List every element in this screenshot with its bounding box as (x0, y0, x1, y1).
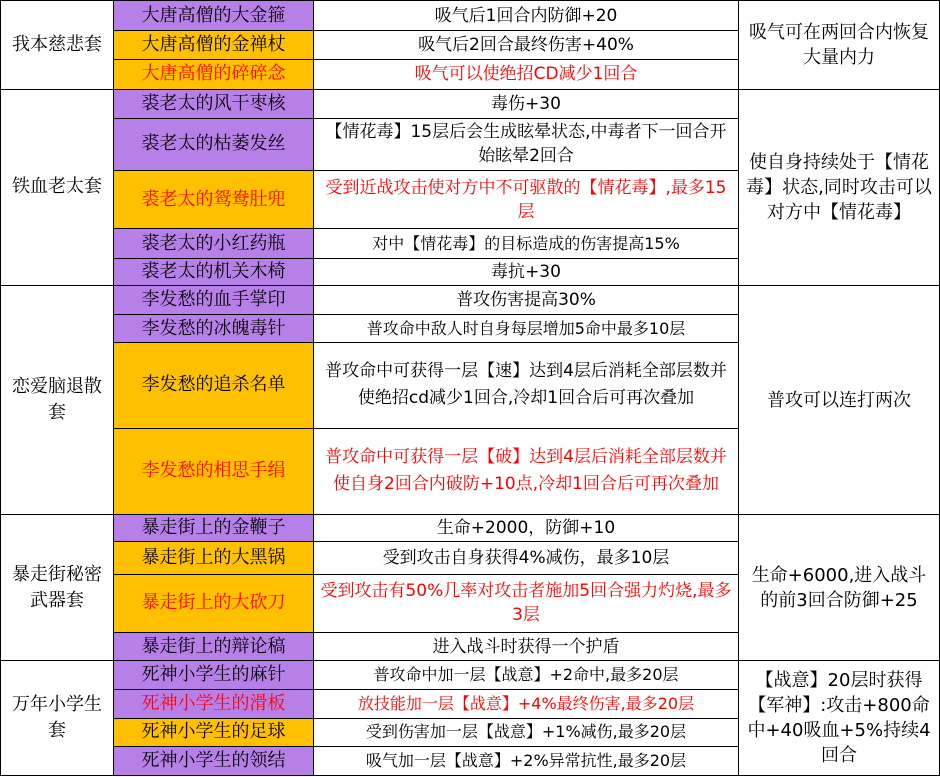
item-effect: 毒抗+30 (314, 258, 739, 285)
item-name: 裘老太的鸳鸯肚兜 (114, 171, 314, 229)
item-name: 暴走街上的大黑锅 (114, 542, 314, 574)
item-name: 暴走街上的辩论稿 (114, 633, 314, 661)
set-bonus: 吸气可在两回合内恢复大量内力 (739, 1, 940, 90)
item-effect: 普攻命中敌人时自身每层增加5命中最多10层 (314, 315, 739, 343)
item-effect: 受到攻击自身获得4%减伤，最多10层 (314, 542, 739, 574)
set-bonus: 使自身持续处于【情花毒】状态,同时攻击可以对方中【情花毒】 (739, 89, 940, 285)
item-name: 李发愁的相思手绢 (114, 428, 314, 515)
table-row (1, 1, 940, 31)
item-name: 李发愁的血手掌印 (114, 285, 314, 314)
item-name: 裘老太的小红药瓶 (114, 229, 314, 258)
item-effect: 吸气后1回合内防御+20 (314, 1, 739, 31)
set-name: 万年小学生套 (1, 661, 114, 776)
item-effect: 吸气后2回合最终伤害+40% (314, 31, 739, 60)
item-effect: 进入战斗时获得一个护盾 (314, 633, 739, 661)
item-name: 大唐高僧的碎碎念 (114, 60, 314, 89)
table-row (1, 661, 940, 690)
set-name: 铁血老太套 (1, 89, 114, 285)
item-effect: 放技能加一层【战意】+4%最终伤害,最多20层 (314, 690, 739, 718)
item-name: 死神小学生的足球 (114, 718, 314, 746)
item-effect: 【情花毒】15层后会生成眩晕状态,中毒者下一回合开始眩晕2回合 (314, 118, 739, 170)
item-name: 死神小学生的麻针 (114, 661, 314, 690)
item-name: 大唐高僧的金禅杖 (114, 31, 314, 60)
set-name: 恋爱脑退散套 (1, 285, 114, 514)
item-name: 暴走街上的大砍刀 (114, 574, 314, 632)
item-name: 死神小学生的滑板 (114, 690, 314, 718)
item-effect: 普攻命中加一层【战意】+2命中,最多20层 (314, 661, 739, 690)
item-name: 裘老太的风干枣核 (114, 89, 314, 118)
item-effect: 受到近战攻击使对方中不可驱散的【情花毒】,最多15层 (314, 171, 739, 229)
table-row (1, 285, 940, 314)
item-effect: 吸气加一层【战意】+2%异常抗性,最多20层 (314, 746, 739, 775)
item-name: 死神小学生的领结 (114, 746, 314, 775)
set-bonus: 【战意】20层时获得【军神】:攻击+800命中+40吸血+5%持续4回合 (739, 661, 940, 776)
item-effect: 受到攻击有50%几率对攻击者施加5回合强力灼烧,最多3层 (314, 574, 739, 632)
item-name: 裘老太的枯萎发丝 (114, 118, 314, 170)
set-bonus: 普攻可以连打两次 (739, 285, 940, 514)
item-name: 大唐高僧的大金箍 (114, 1, 314, 31)
item-effect: 对中【情花毒】的目标造成的伤害提高15% (314, 229, 739, 258)
set-name: 我本慈悲套 (1, 1, 114, 90)
set-name: 暴走街秘密武器套 (1, 515, 114, 661)
table-row (1, 89, 940, 118)
item-effect: 受到伤害加一层【战意】+1%减伤,最多20层 (314, 718, 739, 746)
item-name: 暴走街上的金鞭子 (114, 515, 314, 542)
item-effect: 普攻命中可获得一层【破】达到4层后消耗全部层数并使自身2回合内破防+10点,冷却1回合后可再次叠加 (314, 428, 739, 515)
item-name: 李发愁的追杀名单 (114, 343, 314, 429)
item-name: 李发愁的冰魄毒针 (114, 315, 314, 343)
item-effect: 吸气可以使绝招CD减少1回合 (314, 60, 739, 89)
item-effect: 生命+2000，防御+10 (314, 515, 739, 542)
item-name: 裘老太的机关木椅 (114, 258, 314, 285)
set-bonus: 生命+6000,进入战斗的前3回合防御+25 (739, 515, 940, 661)
item-effect: 普攻命中可获得一层【速】达到4层后消耗全部层数并使绝招cd减少1回合,冷却1回合后可再次叠加 (314, 343, 739, 429)
item-effect: 普攻伤害提高30% (314, 285, 739, 314)
table-row (1, 515, 940, 542)
item-effect: 毒伤+30 (314, 89, 739, 118)
